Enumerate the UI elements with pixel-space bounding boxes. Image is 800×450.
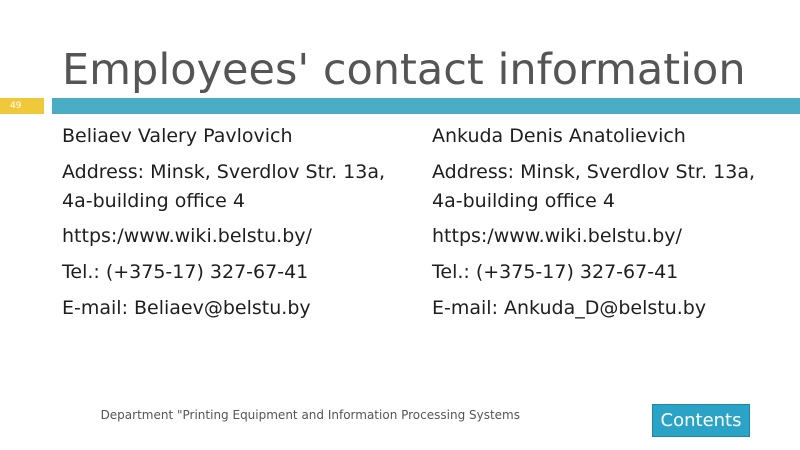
contact-phone: Tel.: (+375-17) 327-67-41 — [62, 261, 309, 283]
contact-address: Address: Minsk, Sverdlov Str. 13a, 4a-building office 4 — [432, 161, 756, 212]
contact-card-left — [62, 122, 407, 330]
contact-address: Address: Minsk, Sverdlov Str. 13a, 4a-building office 4 — [62, 161, 386, 212]
slide-number: 49 — [10, 101, 22, 111]
contact-email[interactable]: E-mail: Ankuda_D@belstu.by — [432, 297, 707, 319]
contact-email[interactable]: E-mail: Beliaev@belstu.by — [62, 297, 311, 319]
contents-button[interactable]: Contents — [652, 404, 750, 437]
contact-phone: Tel.: (+375-17) 327-67-41 — [432, 261, 679, 283]
contact-website[interactable]: https:/www.wiki.belstu.by/ — [62, 225, 312, 247]
contact-name: Ankuda Denis Anatolievich — [432, 125, 686, 147]
footer-department: Department "Printing Equipment and Information Processing Systems — [100, 408, 520, 422]
title-accent-bar — [52, 98, 800, 114]
contact-website[interactable]: https:/www.wiki.belstu.by/ — [432, 225, 682, 247]
contact-name: Beliaev Valery Pavlovich — [62, 125, 293, 147]
slide-number-box — [0, 98, 44, 114]
slide-title: Employees' contact information — [62, 45, 746, 95]
contact-card-right — [432, 122, 777, 330]
